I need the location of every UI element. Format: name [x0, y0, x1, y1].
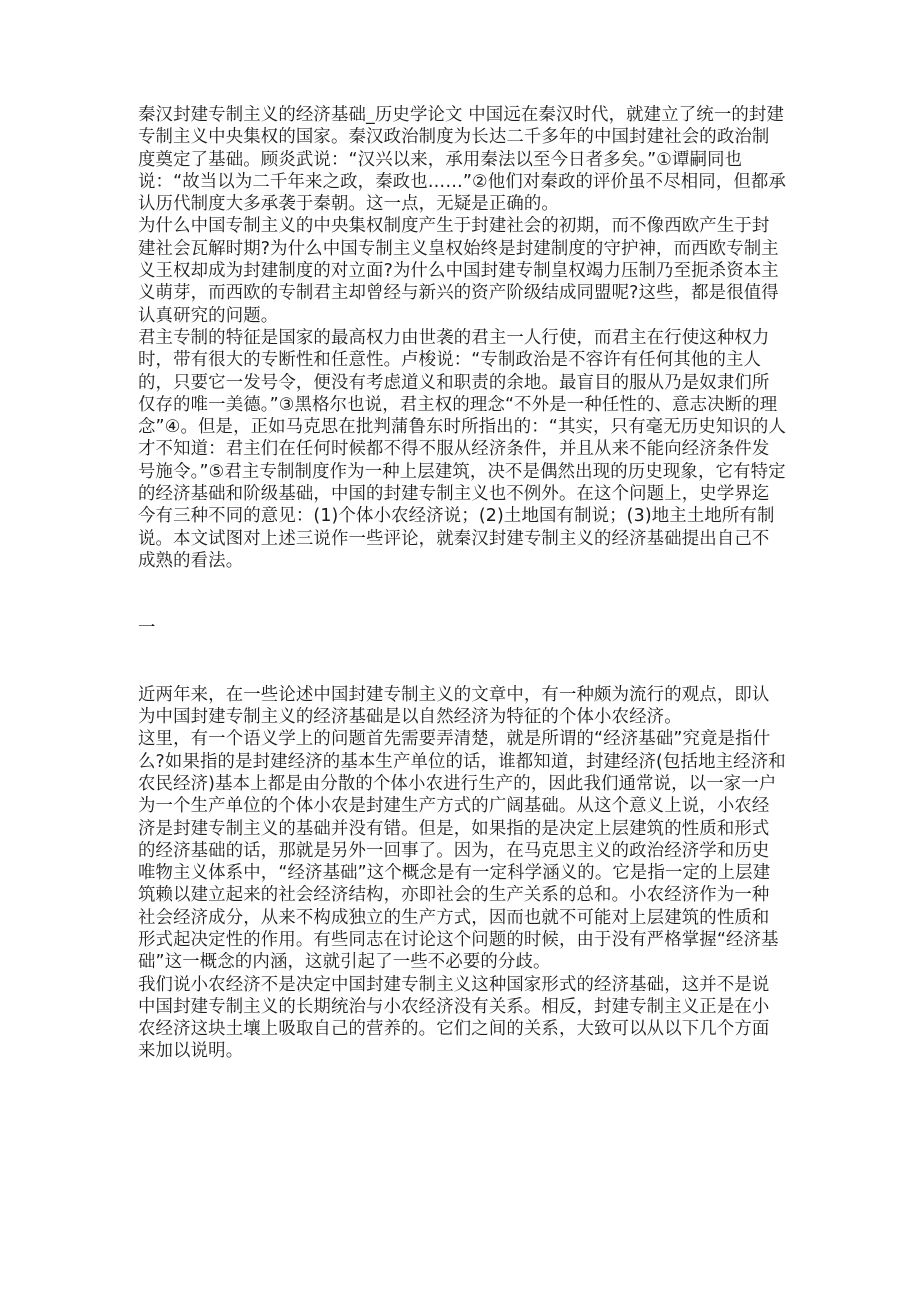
- paragraph-spacer-2: [138, 595, 786, 617]
- paragraph-prevailing-view: 近两年来，在一些论述中国封建专制主义的文章中，有一种颇为流行的观点，即认为中国封建专制主义的经济基础是以自然经济为特征的个体小农经济。: [138, 684, 770, 728]
- section-spacer-1: [138, 639, 786, 661]
- paragraph-relationship-conclusion: 我们说小农经济不是决定中国封建专制主义这种国家形式的经济基础，这并不是说中国封建专制主义的长期统治与小农经济没有关系。相反，封建专制主义正是在小农经济这块土壤上吸取自己的营养的。它们之间的关系，大致可以从以下几个方面来加以说明。: [138, 974, 770, 1062]
- paragraph-monarchy-definition: 君主专制的特征是国家的最高权力由世袭的君主一人行使，而君主在行使这种权力时，带有很大的专断性和任意性。卢梭说：“专制政治是不容许有任何其他的主人的，只要它一发号令，便没有考虑道义和职责的余地。最盲目的服从乃是奴隶们所仅存的唯一美德。”③黑格尔也说，君主权的理念“不外是一种任性的、意志决断的理念”④。但是，正如马克思在批判蒲鲁东时所指出的：“其实，只有毫无历史知识的人才不知道：君主们在任何时候都不得不服从经济条件，并且从来不能向经济条件发号施令。”⑤君主专制制度作为一种上层建筑，决不是偶然出现的历史现象，它有特定的经济基础和阶级基础，中国的封建专制主义也不例外。在这个问题上，史学界迄今有三种不同的意见：(1)个体小农经济说；(2)土地国有制说；(3)地主土地所有制说。本文试图对上述三说作一些评论，就秦汉封建专制主义的经济基础提出自己不成熟的看法。: [138, 327, 786, 571]
- paragraph-semantic-clarification: 这里，有一个语义学上的问题首先需要弄清楚，就是所谓的“经济基础”究竟是指什么?如果指的是封建经济的基本生产单位的话，谁都知道，封建经济(包括地主经济和农民经济)基本上都是由分散的个体小农进行生产的，因此我们通常说，以一家一户为一个生产单位的个体小农是封建生产方式的广阔基础。从这个意义上说，小农经济是封建专制主义的基础并没有错。但是，如果指的是决定上层建筑的性质和形式的经济基础的话，那就是另外一回事了。因为，在马克思主义的政治经济学和历史唯物主义体系中，“经济基础”这个概念是有一定科学涵义的。它是指一定的上层建筑赖以建立起来的社会经济结构，亦即社会的生产关系的总和。小农经济作为一种社会经济成分，从来不构成独立的生产方式，因而也就不可能对上层建筑的性质和形式起决定性的作用。有些同志在讨论这个问题的时候，由于没有严格掌握“经济基础”这一概念的内涵，这就引起了一些不必要的分歧。: [138, 729, 786, 973]
- section-number-one: 一: [138, 617, 156, 638]
- paragraph-spacer-1: [138, 572, 786, 594]
- paragraph-questions: 为什么中国专制主义的中央集权制度产生于封建社会的初期，而不像西欧产生于封建社会瓦解时期?为什么中国专制主义皇权始终是封建制度的守护神，而西欧专制主义王权却成为封建制度的对立面?为什么中国封建专制皇权竭力压制乃至扼杀资本主义萌芽，而西欧的专制君主却曾经与新兴的资产阶级结成同盟呢?这些，都是很值得认真研究的问题。: [138, 216, 779, 326]
- section-spacer-2: [138, 661, 786, 683]
- document-text-body: [138, 104, 786, 1063]
- paragraph-intro: 秦汉封建专制主义的经济基础_历史学论文 中国远在秦汉时代，就建立了统一的封建专制主义中央集权的国家。秦汉政治制度为长达二千多年的中国封建社会的政治制度奠定了基础。顾炎武说：“汉兴以来，承用秦法以至今日者多矣。”①谭嗣同也说：“故当以为二千年来之政，秦政也……”②他们对秦政的评价虽不尽相同，但都承认历代制度大多承袭于秦朝。这一点，无疑是正确的。: [138, 105, 786, 215]
